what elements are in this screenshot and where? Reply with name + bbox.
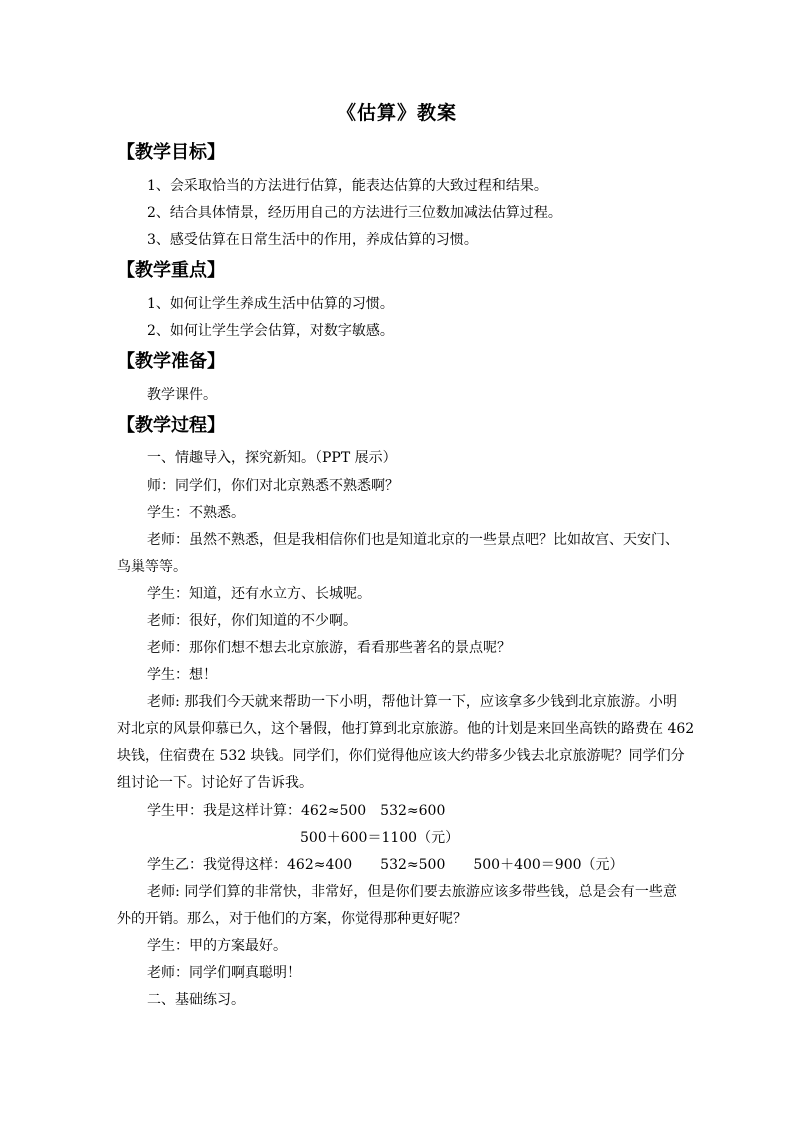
process-line: 老师：那你们想不想去北京旅游，看看那些著名的景点呢？ bbox=[147, 640, 511, 656]
process-line: 师：同学们，你们对北京熟悉不熟悉啊？ bbox=[147, 478, 399, 494]
goal-item-3: 3、感受估算在日常生活中的作用，养成估算的习惯。 bbox=[147, 232, 478, 248]
process-line: 块钱，住宿费在 532 块钱。同学们，你们觉得他应该大约带多少钱去北京旅游呢？同学们分 bbox=[117, 748, 685, 764]
process-line: 外的开销。那么，对于他们的方案，你觉得那种更好呢？ bbox=[117, 911, 467, 927]
process-line: 组讨论一下。讨论好了告诉我。 bbox=[117, 775, 313, 791]
process-line: 对北京的风景仰慕已久，这个暑假，他打算到北京旅游。他的计划是来回坐高铁的路费在 462 bbox=[117, 721, 695, 737]
section-heading-prep: 【教学准备】 bbox=[117, 351, 225, 372]
process-line: 老师: 同学们算的非常快，非常好，但是你们要去旅游应该多带些钱，总是会有一些意 bbox=[147, 884, 677, 900]
process-line: 学生乙：我觉得这样：462≈400 532≈500 500＋400＝900（元） bbox=[147, 857, 624, 873]
process-formula: 500＋600＝1100（元） bbox=[300, 830, 460, 846]
goal-item-2: 2、结合具体情景，经历用自己的方法进行三位数加减法估算过程。 bbox=[147, 205, 562, 221]
focus-item-1: 1、如何让学生养成生活中估算的习惯。 bbox=[147, 296, 394, 312]
section-heading-goals: 【教学目标】 bbox=[117, 142, 225, 163]
goal-item-1: 1、会采取恰当的方法进行估算，能表达估算的大致过程和结果。 bbox=[147, 178, 548, 194]
process-line: 学生：不熟悉。 bbox=[147, 505, 245, 521]
process-line: 学生：甲的方案最好。 bbox=[147, 938, 287, 954]
process-line: 老师：很好，你们知道的不少啊。 bbox=[147, 613, 357, 629]
prep-item-1: 教学课件。 bbox=[147, 387, 217, 403]
process-line: 老师：虽然不熟悉，但是我相信你们也是知道北京的一些景点吧？比如故宫、天安门、 bbox=[147, 532, 679, 548]
section-heading-process: 【教学过程】 bbox=[117, 415, 225, 436]
process-line: 学生甲：我是这样计算：462≈500 532≈600 bbox=[147, 803, 446, 819]
process-line: 学生：想！ bbox=[147, 667, 217, 683]
section-heading-focus: 【教学重点】 bbox=[117, 260, 225, 281]
process-line: 鸟巢等等。 bbox=[117, 559, 187, 575]
process-line: 老师：同学们啊真聪明！ bbox=[147, 965, 301, 981]
process-line: 老师: 那我们今天就来帮助一下小明，帮他计算一下，应该拿多少钱到北京旅游。小明 bbox=[147, 694, 677, 710]
process-line: 一、情趣导入，探究新知。（PPT 展示） bbox=[147, 450, 397, 466]
process-line: 学生：知道，还有水立方、长城呢。 bbox=[147, 586, 371, 602]
process-line: 二、基础练习。 bbox=[147, 992, 245, 1008]
document-title: 《估算》教案 bbox=[336, 102, 457, 124]
focus-item-2: 2、如何让学生学会估算，对数字敏感。 bbox=[147, 323, 394, 339]
